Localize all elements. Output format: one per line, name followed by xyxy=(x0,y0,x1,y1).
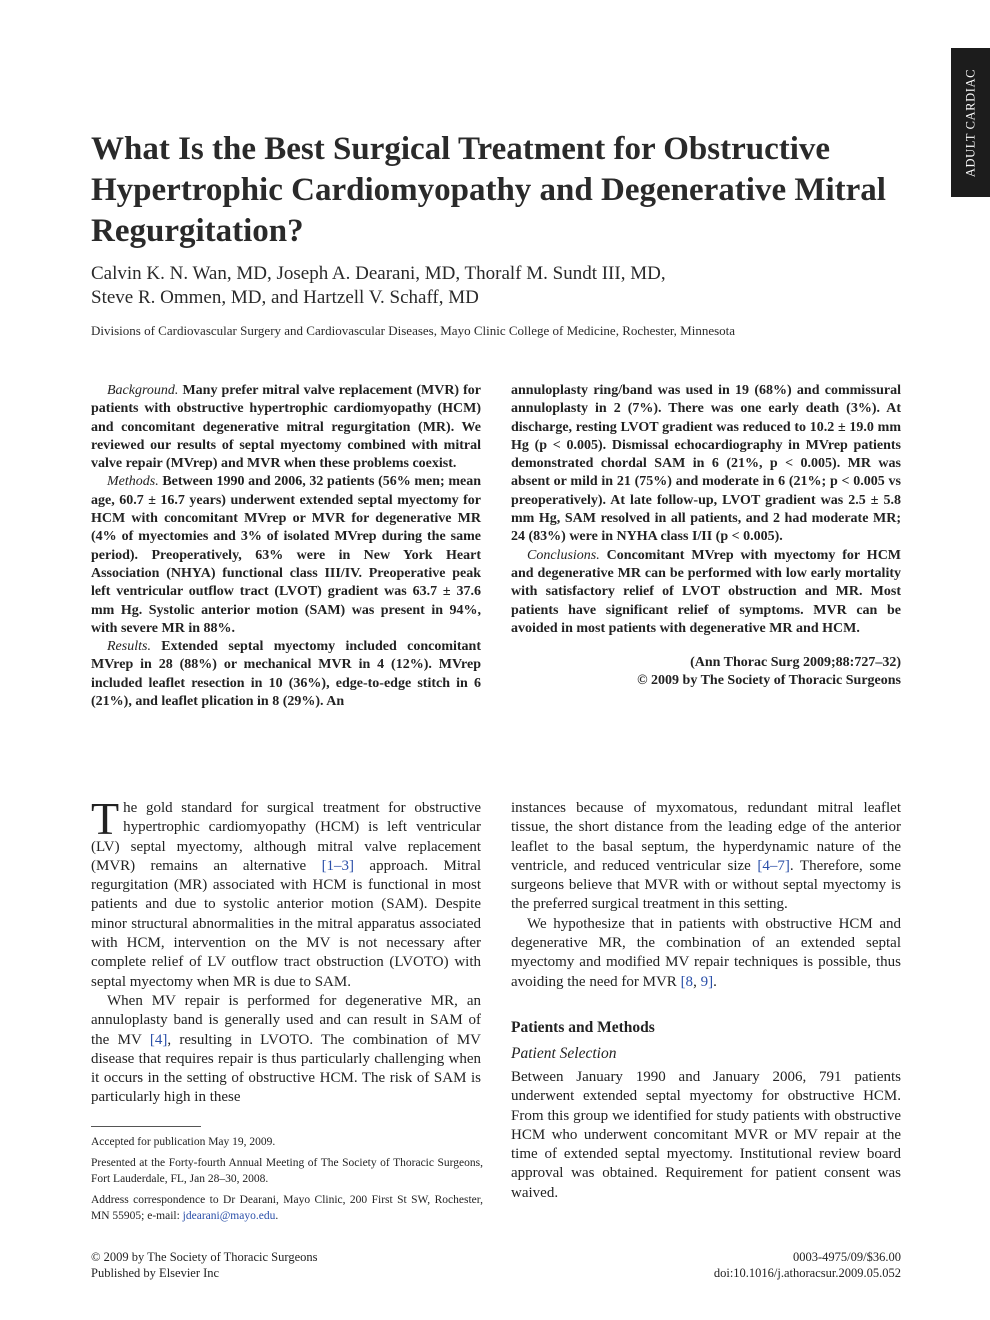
background-label: Background. xyxy=(107,383,179,398)
intro-paragraph-2 xyxy=(91,992,481,1108)
reference-separator: , xyxy=(693,973,701,990)
correspondence-text: Address correspondence to Dr Dearani, Mayo Clinic, 200 First St SW, Rochester, MN 55905; e-mail: xyxy=(91,1194,483,1222)
results-text-part1: Extended septal myectomy included concomitant MVrep in 28 (88%) or mechanical MVR in 4 (12%). MVrep included leaflet resection in 10 (36%), edge-to-edge stitch in 6 (21%), and leaflet plication in 8 (29%). An xyxy=(91,639,481,710)
abstract-results xyxy=(91,638,481,711)
author-line-2: Steve R. Ommen, MD, and Hartzell V. Schaff, MD xyxy=(91,287,479,308)
intro-text-1b: approach. Mitral regurgitation (MR) associated with HCM is functional in most patients and due to systolic anterior motion (SAM). Despite minor structural abnormalities in the mitral apparatus associated with HCM, intervention on the MV is not necessary after complete relief of LV outflow tract obstruction (LVOTO) with septal myectomy when MR is due to SAM. xyxy=(91,857,481,990)
abstract-methods xyxy=(91,473,481,638)
footer-copyright: © 2009 by The Society of Thoracic Surgeons xyxy=(91,1250,318,1264)
author-list xyxy=(91,262,911,310)
abstract-right-column xyxy=(511,382,901,691)
methods-text: Between 1990 and 2006, 32 patients (56% men; mean age, 60.7 ± 16.7 years) underwent extended septal myectomy for HCM with concomitant MVrep or MVR for degenerative MR (4% of myectomies and 3% of isolated MVrep during the same period). Preoperatively, 63% were in New York Heart Association (NHYA) functional class III/IV. Preoperative peak left ventricular outflow tract (LVOT) gradient was 63.7 ± 37.6 mm Hg. Systolic anterior motion (SAM) was present in 94%, with severe MR in 88%. xyxy=(91,474,481,636)
hypothesis-text: We hypothesize that in patients with obstructive HCM and degenerative MR, the combination of an extended septal myectomy and modified MV repair techniques is possible, thus avoiding the need for MVR xyxy=(511,915,901,990)
results-label: Results. xyxy=(107,639,151,655)
footer-publisher: Published by Elsevier Inc xyxy=(91,1266,220,1280)
drop-cap: T xyxy=(91,793,120,844)
subsection-heading: Patient Selection xyxy=(511,1044,617,1062)
body-right-column xyxy=(511,799,901,1203)
footer-left xyxy=(91,1249,317,1281)
abstract-conclusions xyxy=(511,547,901,638)
footer-doi: doi:10.1016/j.athoracsur.2009.05.052 xyxy=(713,1266,901,1280)
reference-link-9[interactable]: 9] xyxy=(700,973,714,990)
email-link[interactable]: jdearani@mayo.edu xyxy=(182,1210,276,1222)
correspondence-end: . xyxy=(275,1210,279,1222)
affiliation: Divisions of Cardiovascular Surgery and Cardiovascular Diseases, Mayo Clinic College of Medicine, Rochester, Minnesota xyxy=(91,323,736,338)
reference-link-4[interactable]: [4] xyxy=(149,1031,168,1048)
conclusions-label: Conclusions. xyxy=(527,547,600,563)
journal-citation: (Ann Thorac Surg 2009;88:727–32) xyxy=(690,655,901,671)
footnote-divider xyxy=(91,1126,201,1127)
methods-label: Methods. xyxy=(107,474,159,490)
reference-link-4-7[interactable]: [4–7] xyxy=(757,857,790,874)
footer-right xyxy=(560,1249,901,1281)
conclusions-text: Concomitant MVrep with myectomy for HCM and degenerative MR can be performed with low early mortality with satisfactory relief of LVOT obstruction and MR. Most patients have significant relief of symptoms. MVR can be avoided in most patients with degenerative MR and HCM. xyxy=(511,547,902,636)
presented-note: Presented at the Forty-fourth Annual Meeting of The Society of Thoracic Surgeons, Fort Lauderdale, FL, Jan 28–30, 2008. xyxy=(91,1157,483,1185)
hypothesis-paragraph xyxy=(511,915,901,992)
abstract-results-continued: annuloplasty ring/band was used in 19 (68%) and commissural annuloplasty in 2 (7%). There was one early death (3%). At discharge, resting LVOT gradient was reduced to 10.2 ± 19.0 mm Hg (p < 0.005). Dismissal echocardiography in MVrep patients demonstrated chordal SAM in 6 (21%, p < 0.005). MR was absent or mild in 21 (75%) and moderate in 6 (21%; p < 0.005 vs preoperatively). At late follow-up, LVOT gradient was 2.5 ± 5.8 mm Hg, SAM resolved in all patients, and 2 had moderate MR; 24 (83%) were in NYHA class I/II (p < 0.005). xyxy=(511,383,901,545)
correspondence-note xyxy=(91,1192,483,1224)
intro-text-3a: instances because of myxomatous, redundant mitral leaflet tissue, the short distance from the leading edge of the anterior leaflet to the basal septum, the hyperdynamic nature of the ventricle, and reduced ventricular size xyxy=(511,800,901,874)
reference-link-1-3[interactable]: [1–3] xyxy=(321,857,355,874)
intro-paragraph-2-continued xyxy=(511,799,901,915)
abstract-background xyxy=(91,382,481,473)
citation-block xyxy=(511,654,901,691)
intro-paragraph-1 xyxy=(91,793,481,992)
intro-text-2b: , resulting in LVOTO. The combination of MV disease that requires repair is thus particularly challenging when it occurs in the setting of obstructive HCM. The risk of SAM is particularly high in these xyxy=(91,1031,481,1106)
article-title: What Is the Best Surgical Treatment for Obstructive Hypertrophic Cardiomyopathy and Degenerative Mitral Regurgitation? xyxy=(91,131,886,249)
accepted-note: Accepted for publication May 19, 2009. xyxy=(91,1136,276,1148)
intro-text-3b: . Therefore, some surgeons believe that MVR with or without septal myectomy is the preferred surgical treatment in this setting. xyxy=(511,857,902,913)
abstract-left-column xyxy=(91,382,481,711)
hypothesis-end: . xyxy=(713,973,717,990)
footer-issn: 0003-4975/09/$36.00 xyxy=(793,1250,901,1264)
body-left-column xyxy=(91,793,481,1108)
section-tab xyxy=(951,48,990,197)
section-heading: Patients and Methods xyxy=(511,1018,655,1036)
footnotes xyxy=(91,1134,483,1229)
intro-text-1a: he gold standard for surgical treatment for obstructive hypertrophic cardiomyopathy (HCM) is left ventricular (LV) septal myectomy, although mitral valve replacement (MVR) remains an alternative xyxy=(91,800,481,874)
reference-link-8[interactable]: [8 xyxy=(680,973,694,990)
abstract-copyright: © 2009 by The Society of Thoracic Surgeons xyxy=(637,673,901,689)
section-tab-label: ADULT CARDIAC xyxy=(963,68,977,177)
intro-text-2a: When MV repair is performed for degenerative MR, an annuloplasty band is generally used and can result in SAM of the MV xyxy=(91,992,481,1048)
author-line-1: Calvin K. N. Wan, MD, Joseph A. Dearani, MD, Thoralf M. Sundt III, MD, xyxy=(91,263,666,284)
background-text: Many prefer mitral valve replacement (MVR) for patients with obstructive hypertrophic cardiomyopathy (HCM) and concomitant degenerative mitral regurgitation (MR). We reviewed our results of septal myectomy combined with mitral valve repair (MVrep) and MVR when these problems coexist. xyxy=(91,383,481,472)
patient-selection-paragraph: Between January 1990 and January 2006, 791 patients underwent extended septal myectomy for obstructive HCM. From this group we identified for study patients with obstructive HCM who underwent concomitant MVR or MV repair at the time of extended septal myectomy. Institutional review board approval was obtained. Requirement for patient consent was waived. xyxy=(511,1068,901,1201)
